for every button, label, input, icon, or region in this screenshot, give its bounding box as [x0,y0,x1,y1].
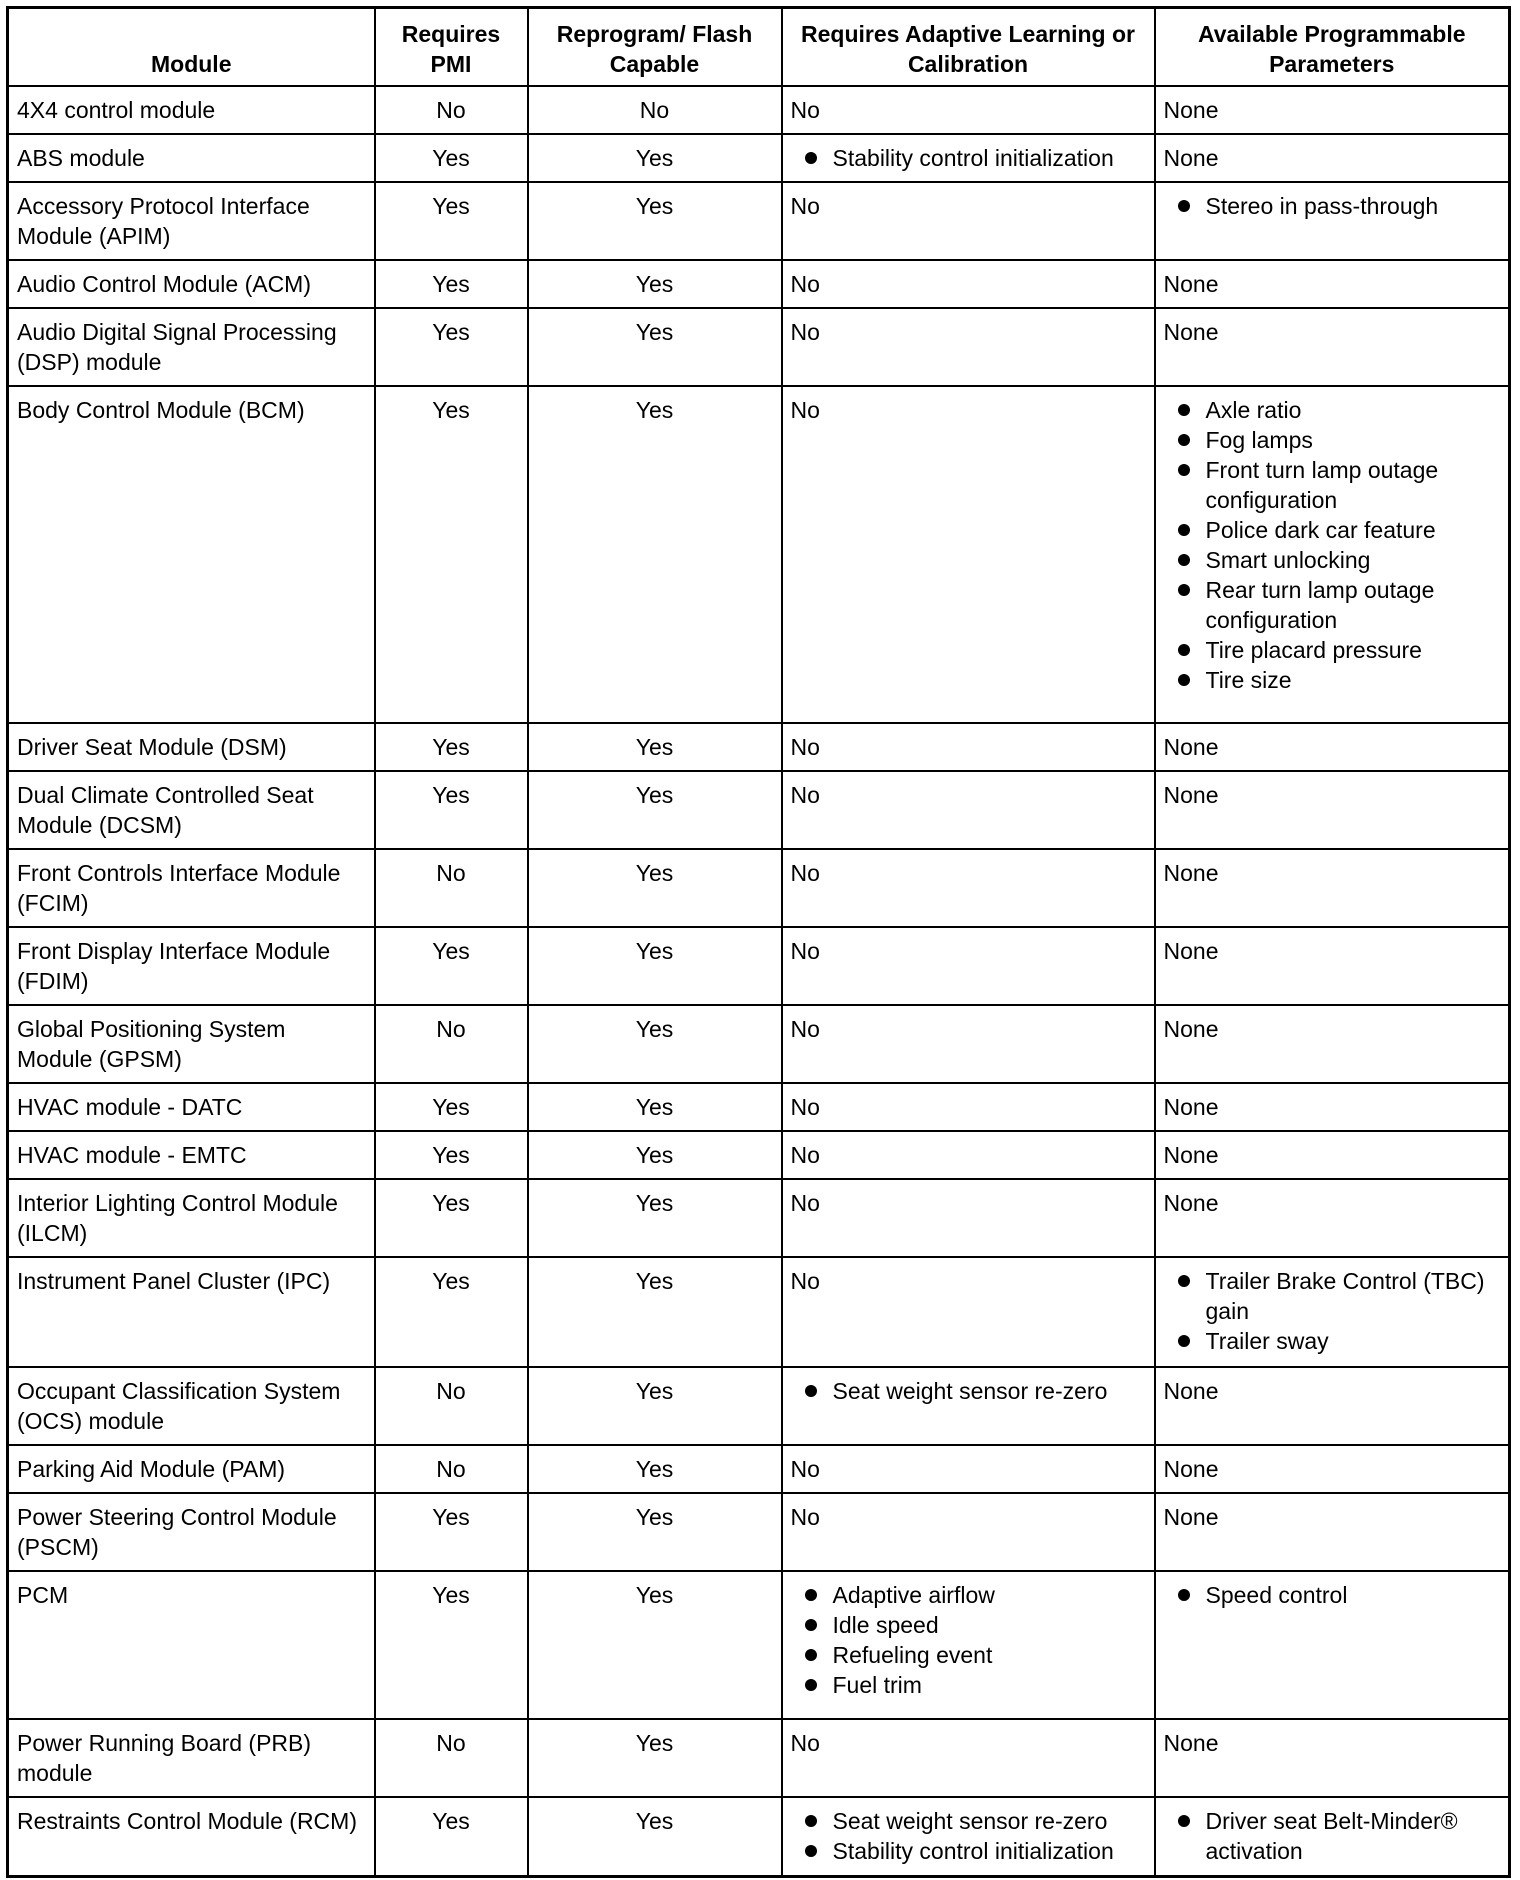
cell-pmi: No [375,1367,528,1445]
cell-pmi: Yes [375,1493,528,1571]
cell-params: None [1155,260,1510,308]
cell-params: None [1155,1493,1510,1571]
cell-params: None [1155,1005,1510,1083]
cell-pmi: Yes [375,260,528,308]
cell-adaptive: No [782,1719,1155,1797]
cell-pmi: Yes [375,386,528,723]
cell-module: Audio Control Module (ACM) [8,260,375,308]
bullet-list [1164,395,1501,695]
cell-module: Dual Climate Controlled Seat Module (DCSM) [8,771,375,849]
cell-adaptive: No [782,723,1155,771]
cell-adaptive: No [782,308,1155,386]
cell-adaptive: No [782,1179,1155,1257]
cell-flash: Yes [528,1571,782,1719]
cell-adaptive: No [782,260,1155,308]
cell-module: Interior Lighting Control Module (ILCM) [8,1179,375,1257]
cell-adaptive: No [782,1257,1155,1367]
cell-adaptive [782,1797,1155,1877]
column-header: Reprogram/ Flash Capable [528,8,782,86]
cell-params: None [1155,1179,1510,1257]
cell-params: None [1155,1083,1510,1131]
cell-params [1155,1571,1510,1719]
cell-adaptive: No [782,86,1155,134]
cell-module: PCM [8,1571,375,1719]
table-row [8,771,1510,849]
cell-pmi: Yes [375,308,528,386]
table-row [8,1797,1510,1877]
cell-flash: Yes [528,849,782,927]
header-row [8,8,1510,86]
bullet-list [791,1376,1146,1406]
cell-module: Front Controls Interface Module (FCIM) [8,849,375,927]
cell-adaptive [782,1571,1155,1719]
cell-adaptive: No [782,927,1155,1005]
cell-flash: Yes [528,260,782,308]
bullet-item: Seat weight sensor re-zero [791,1376,1146,1406]
cell-flash: Yes [528,386,782,723]
table-row [8,849,1510,927]
cell-module: ABS module [8,134,375,182]
table-row [8,1179,1510,1257]
cell-flash: Yes [528,1131,782,1179]
table-row [8,1131,1510,1179]
cell-params [1155,182,1510,260]
cell-adaptive [782,134,1155,182]
table-row [8,1083,1510,1131]
table-row [8,386,1510,723]
table-row [8,182,1510,260]
cell-adaptive: No [782,1131,1155,1179]
bullet-item: Trailer Brake Control (TBC) gain [1164,1266,1501,1326]
cell-pmi: Yes [375,1797,528,1877]
cell-flash: Yes [528,134,782,182]
bullet-list [1164,191,1501,221]
cell-params: None [1155,308,1510,386]
cell-params: None [1155,927,1510,1005]
bullet-list [791,143,1146,173]
bullet-item: Police dark car feature [1164,515,1501,545]
bullet-item: Fuel trim [791,1670,1146,1700]
cell-flash: Yes [528,182,782,260]
cell-adaptive [782,1367,1155,1445]
cell-module: 4X4 control module [8,86,375,134]
bullet-item: Idle speed [791,1610,1146,1640]
cell-pmi: Yes [375,1257,528,1367]
bullet-item: Stability control initialization [791,1836,1146,1866]
bullet-item: Trailer sway [1164,1326,1501,1356]
bullet-list [1164,1806,1501,1866]
column-header: Module [8,8,375,86]
cell-pmi: No [375,849,528,927]
bullet-item: Stereo in pass-through [1164,191,1501,221]
cell-adaptive: No [782,771,1155,849]
cell-flash: Yes [528,771,782,849]
cell-module: Accessory Protocol Interface Module (APIM) [8,182,375,260]
table-row [8,927,1510,1005]
cell-adaptive: No [782,386,1155,723]
cell-adaptive: No [782,1083,1155,1131]
cell-adaptive: No [782,1005,1155,1083]
table-row [8,1719,1510,1797]
cell-pmi: Yes [375,723,528,771]
table-row [8,308,1510,386]
cell-params: None [1155,1719,1510,1797]
cell-pmi: Yes [375,927,528,1005]
bullet-list [791,1580,1146,1700]
cell-flash: Yes [528,1083,782,1131]
bullet-list [791,1806,1146,1866]
cell-flash: Yes [528,1719,782,1797]
cell-pmi: No [375,1719,528,1797]
cell-params: None [1155,86,1510,134]
cell-pmi: Yes [375,771,528,849]
cell-flash: Yes [528,1493,782,1571]
table-row [8,1571,1510,1719]
cell-pmi: Yes [375,182,528,260]
cell-flash: Yes [528,308,782,386]
cell-params [1155,1797,1510,1877]
table-row [8,1257,1510,1367]
cell-flash: Yes [528,927,782,1005]
cell-flash: Yes [528,1367,782,1445]
cell-module: Driver Seat Module (DSM) [8,723,375,771]
bullet-item: Seat weight sensor re-zero [791,1806,1146,1836]
cell-flash: Yes [528,1797,782,1877]
cell-pmi: No [375,1005,528,1083]
cell-params: None [1155,723,1510,771]
bullet-item: Tire size [1164,665,1501,695]
cell-adaptive: No [782,1493,1155,1571]
cell-adaptive: No [782,849,1155,927]
cell-module: Audio Digital Signal Processing (DSP) module [8,308,375,386]
cell-module: Power Steering Control Module (PSCM) [8,1493,375,1571]
bullet-list [1164,1580,1501,1610]
cell-params [1155,1257,1510,1367]
table-row [8,1493,1510,1571]
column-header: Requires Adaptive Learning or Calibration [782,8,1155,86]
cell-module: Parking Aid Module (PAM) [8,1445,375,1493]
cell-params [1155,386,1510,723]
table-row [8,1445,1510,1493]
cell-flash: Yes [528,1445,782,1493]
cell-module: Restraints Control Module (RCM) [8,1797,375,1877]
module-table [6,6,1511,1878]
bullet-item: Adaptive airflow [791,1580,1146,1610]
table-row [8,134,1510,182]
cell-module: HVAC module - EMTC [8,1131,375,1179]
bullet-item: Smart unlocking [1164,545,1501,575]
bullet-item: Front turn lamp outage configuration [1164,455,1501,515]
table-row [8,723,1510,771]
cell-params: None [1155,1367,1510,1445]
column-header: Requires PMI [375,8,528,86]
cell-pmi: No [375,1445,528,1493]
cell-adaptive: No [782,182,1155,260]
column-header: Available Programmable Parameters [1155,8,1510,86]
bullet-item: Tire placard pressure [1164,635,1501,665]
cell-adaptive: No [782,1445,1155,1493]
cell-module: Body Control Module (BCM) [8,386,375,723]
cell-params: None [1155,849,1510,927]
cell-flash: No [528,86,782,134]
table-row [8,260,1510,308]
cell-params: None [1155,134,1510,182]
bullet-item: Driver seat Belt-Minder® activation [1164,1806,1501,1866]
cell-module: Front Display Interface Module (FDIM) [8,927,375,1005]
bullet-item: Fog lamps [1164,425,1501,455]
cell-params: None [1155,771,1510,849]
bullet-item: Speed control [1164,1580,1501,1610]
cell-flash: Yes [528,1179,782,1257]
cell-pmi: Yes [375,134,528,182]
cell-params: None [1155,1445,1510,1493]
bullet-item: Rear turn lamp outage configuration [1164,575,1501,635]
table-row [8,86,1510,134]
bullet-item: Refueling event [791,1640,1146,1670]
cell-pmi: Yes [375,1083,528,1131]
cell-pmi: Yes [375,1179,528,1257]
cell-module: Power Running Board (PRB) module [8,1719,375,1797]
bullet-item: Axle ratio [1164,395,1501,425]
table-row [8,1005,1510,1083]
table-row [8,1367,1510,1445]
cell-module: Instrument Panel Cluster (IPC) [8,1257,375,1367]
cell-flash: Yes [528,1005,782,1083]
bullet-list [1164,1266,1501,1356]
cell-flash: Yes [528,723,782,771]
cell-flash: Yes [528,1257,782,1367]
bullet-item: Stability control initialization [791,143,1146,173]
cell-params: None [1155,1131,1510,1179]
cell-pmi: Yes [375,1131,528,1179]
cell-module: Global Positioning System Module (GPSM) [8,1005,375,1083]
cell-pmi: No [375,86,528,134]
cell-pmi: Yes [375,1571,528,1719]
cell-module: HVAC module - DATC [8,1083,375,1131]
cell-module: Occupant Classification System (OCS) module [8,1367,375,1445]
